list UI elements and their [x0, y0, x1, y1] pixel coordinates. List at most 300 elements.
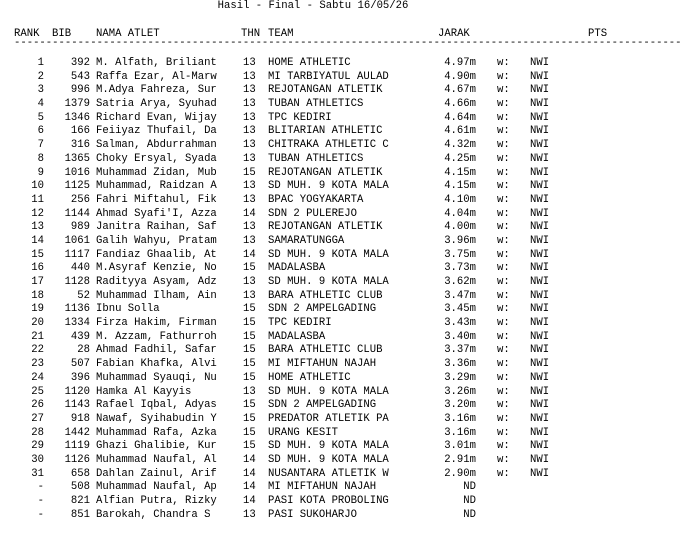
bib-cell: 1346 — [64, 111, 90, 124]
mark-cell: ND — [463, 508, 476, 521]
table-row — [0, 331, 626, 345]
year-cell: 13 — [243, 57, 256, 69]
athlete-name-cell: M.Adya Fahreza, Sur — [96, 84, 217, 97]
team-cell: BLITARIAN ATHLETIC — [268, 125, 383, 138]
wind-label-cell: w: — [497, 426, 510, 439]
wind-label-cell: w: — [497, 248, 510, 261]
table-row — [0, 399, 626, 413]
bib-cell: 1125 — [64, 180, 90, 193]
wind-label-cell: w: — [497, 371, 510, 384]
rank-cell: 1 — [37, 57, 44, 69]
wind-cell: NWI — [530, 303, 550, 316]
wind-label-cell: w: — [497, 467, 510, 480]
athlete-name-cell: Ahmad Syafi'I, Azza — [96, 207, 217, 220]
mark-cell: 3.01m — [444, 440, 476, 453]
rank-cell: 17 — [31, 276, 44, 288]
rank-cell: 5 — [37, 111, 44, 124]
team-cell: SDN 2 PULEREJO — [268, 207, 358, 220]
mark-cell: 3.20m — [444, 399, 476, 412]
year-cell: 15 — [243, 317, 256, 330]
table-row — [0, 194, 626, 208]
table-row — [0, 57, 626, 71]
team-cell: MI MIFTAHUN NAJAH — [268, 358, 377, 371]
table-row — [0, 509, 626, 523]
bib-cell: 1128 — [64, 276, 90, 288]
bib-cell: 821 — [70, 495, 90, 507]
wind-label-cell: w: — [497, 276, 510, 288]
wind-cell: NWI — [530, 57, 550, 69]
team-cell: PREDATOR ATLETIK PA — [268, 412, 389, 425]
wind-cell: NWI — [530, 248, 550, 261]
table-row — [0, 317, 626, 331]
year-cell: 13 — [243, 276, 256, 288]
wind-cell: NWI — [530, 125, 550, 138]
wind-cell: NWI — [530, 399, 550, 412]
team-cell: SD MUH. 9 KOTA MALA — [268, 453, 389, 466]
mark-cell: 3.26m — [444, 385, 476, 398]
athlete-name-cell: Janitra Raihan, Saf — [96, 221, 217, 234]
wind-cell: NWI — [530, 234, 550, 247]
wind-label-cell: w: — [497, 166, 510, 179]
table-row — [0, 303, 626, 317]
athlete-name-cell: Muhammad Rafa, Azka — [96, 426, 217, 439]
bib-cell: 166 — [70, 125, 90, 138]
wind-cell: NWI — [530, 180, 550, 193]
athlete-name-cell: Muhammad Zidan, Mub — [96, 166, 217, 179]
wind-label-cell: w: — [497, 385, 510, 398]
year-cell: 15 — [243, 166, 256, 179]
year-cell: 14 — [243, 453, 256, 466]
athlete-name-cell: Barokah, Chandra S — [96, 508, 211, 521]
mark-cell: 4.00m — [444, 221, 476, 234]
header-divider: --------------------------------------------------------------------------------------------------------- — [14, 37, 682, 49]
rank-cell: 11 — [31, 193, 44, 206]
header-points: PTS — [588, 28, 608, 40]
year-cell: 14 — [243, 207, 256, 220]
team-cell: SD MUH. 9 KOTA MALA — [268, 248, 389, 261]
wind-cell: NWI — [530, 385, 550, 398]
team-cell: CHITRAKA ATHLETIC C — [268, 139, 389, 152]
mark-cell: 2.91m — [444, 453, 476, 466]
year-cell: 15 — [243, 399, 256, 412]
wind-cell: NWI — [530, 440, 550, 453]
table-row — [0, 208, 626, 222]
year-cell: 15 — [243, 303, 256, 316]
rank-cell: 19 — [31, 303, 44, 316]
team-cell: TUBAN ATHLETICS — [268, 98, 364, 111]
mark-cell: 4.10m — [444, 193, 476, 206]
rank-cell: 29 — [31, 440, 44, 453]
table-row — [0, 427, 626, 441]
athlete-name-cell: Rafael Iqbal, Adyas — [96, 399, 217, 412]
wind-cell: NWI — [530, 193, 550, 206]
table-row — [0, 495, 626, 509]
athlete-name-cell: Salman, Abdurrahman — [96, 139, 217, 152]
year-cell: 13 — [243, 385, 256, 398]
wind-cell: NWI — [530, 344, 550, 357]
rank-cell: 25 — [31, 385, 44, 398]
mark-cell: 3.37m — [444, 344, 476, 357]
team-cell: URANG KESIT — [268, 426, 338, 439]
team-cell: PASI KOTA PROBOLING — [268, 495, 389, 507]
mark-cell: 4.97m — [444, 57, 476, 69]
wind-cell: NWI — [530, 70, 550, 83]
athlete-name-cell: Fahri Miftahul, Fik — [96, 193, 217, 206]
table-row — [0, 413, 626, 427]
year-cell: 15 — [243, 344, 256, 357]
rank-cell: 10 — [31, 180, 44, 193]
rank-cell: 15 — [31, 248, 44, 261]
bib-cell: 316 — [70, 139, 90, 152]
rank-cell: 7 — [37, 139, 44, 152]
bib-cell: 440 — [70, 262, 90, 275]
mark-cell: 4.66m — [444, 98, 476, 111]
table-row — [0, 221, 626, 235]
table-row — [0, 112, 626, 126]
mark-cell: ND — [463, 481, 476, 494]
bib-cell: 1120 — [64, 385, 90, 398]
team-cell: SD MUH. 9 KOTA MALA — [268, 440, 389, 453]
header-bib: BIB — [52, 28, 72, 40]
table-row — [0, 344, 626, 358]
wind-label-cell: w: — [497, 317, 510, 330]
athlete-name-cell: Radityya Asyam, Adz — [96, 276, 217, 288]
team-cell: HOME ATHLETIC — [268, 57, 351, 69]
mark-cell: 4.67m — [444, 84, 476, 97]
bib-cell: 658 — [70, 467, 90, 480]
wind-label-cell: w: — [497, 84, 510, 97]
team-cell: BARA ATHLETIC CLUB — [268, 289, 383, 302]
mark-cell: 3.43m — [444, 317, 476, 330]
year-cell: 15 — [243, 371, 256, 384]
rank-cell: 18 — [31, 289, 44, 302]
bib-cell: 1379 — [64, 98, 90, 111]
wind-cell: NWI — [530, 453, 550, 466]
table-row — [0, 454, 626, 468]
team-cell: SDN 2 AMPELGADING — [268, 399, 377, 412]
wind-cell: NWI — [530, 289, 550, 302]
year-cell: 14 — [243, 481, 256, 494]
athlete-name-cell: Ibnu Solla — [96, 303, 160, 316]
mark-cell: 4.15m — [444, 180, 476, 193]
team-cell: TUBAN ATHLETICS — [268, 152, 364, 165]
wind-cell: NWI — [530, 166, 550, 179]
athlete-name-cell: Fandiaz Ghaalib, At — [96, 248, 217, 261]
table-row — [0, 180, 626, 194]
wind-label-cell: w: — [497, 344, 510, 357]
rank-cell: 26 — [31, 399, 44, 412]
athlete-name-cell: Hamka Al Kayyis — [96, 385, 192, 398]
rank-cell: 9 — [37, 166, 44, 179]
mark-cell: 3.16m — [444, 426, 476, 439]
athlete-name-cell: Satria Arya, Syuhad — [96, 98, 217, 111]
rank-cell: 22 — [31, 344, 44, 357]
wind-cell: NWI — [530, 276, 550, 288]
table-row — [0, 276, 626, 290]
bib-cell: 918 — [70, 412, 90, 425]
team-cell: TPC KEDIRI — [268, 317, 332, 330]
team-cell: SD MUH. 9 KOTA MALA — [268, 276, 389, 288]
year-cell: 13 — [243, 125, 256, 138]
rank-cell: 2 — [37, 70, 44, 83]
wind-cell: NWI — [530, 84, 550, 97]
rank-cell: 3 — [37, 84, 44, 97]
team-cell: REJOTANGAN ATLETIK — [268, 84, 383, 97]
team-cell: MI MIFTAHUN NAJAH — [268, 481, 377, 494]
team-cell: SD MUH. 9 KOTA MALA — [268, 385, 389, 398]
rank-cell: 6 — [37, 125, 44, 138]
table-row — [0, 71, 626, 85]
table-row — [0, 262, 626, 276]
wind-label-cell: w: — [497, 453, 510, 466]
wind-label-cell: w: — [497, 289, 510, 302]
year-cell: 13 — [243, 139, 256, 152]
table-row — [0, 235, 626, 249]
wind-cell: NWI — [530, 262, 550, 275]
mark-cell: 4.32m — [444, 139, 476, 152]
year-cell: 15 — [243, 358, 256, 371]
header-year: THN — [241, 28, 261, 40]
wind-cell: NWI — [530, 330, 550, 343]
bib-cell: 1061 — [64, 234, 90, 247]
header-name: NAMA ATLET — [96, 28, 160, 40]
wind-label-cell: w: — [497, 412, 510, 425]
rank-cell: 27 — [31, 412, 44, 425]
rank-cell: 16 — [31, 262, 44, 275]
athlete-name-cell: Dahlan Zainul, Arif — [96, 467, 217, 480]
wind-cell: NWI — [530, 152, 550, 165]
athlete-name-cell: Ghazi Ghalibie, Kur — [96, 440, 217, 453]
mark-cell: 3.47m — [444, 289, 476, 302]
rank-cell: 31 — [31, 467, 44, 480]
mark-cell: 4.64m — [444, 111, 476, 124]
team-cell: SDN 2 AMPELGADING — [268, 303, 377, 316]
bib-cell: 507 — [70, 358, 90, 371]
rank-cell: 4 — [37, 98, 44, 111]
table-row — [0, 358, 626, 372]
mark-cell: 3.16m — [444, 412, 476, 425]
wind-label-cell: w: — [497, 262, 510, 275]
wind-cell: NWI — [530, 98, 550, 111]
rank-cell: 13 — [31, 221, 44, 234]
bib-cell: 1126 — [64, 453, 90, 466]
athlete-name-cell: Muhammad Naufal, Al — [96, 453, 217, 466]
athlete-name-cell: Muhammad Naufal, Ap — [96, 481, 217, 494]
team-cell: MI TARBIYATUL AULAD — [268, 70, 389, 83]
bib-cell: 52 — [77, 289, 90, 302]
bib-cell: 989 — [70, 221, 90, 234]
wind-label-cell: w: — [497, 221, 510, 234]
mark-cell: 4.15m — [444, 166, 476, 179]
bib-cell: 1442 — [64, 426, 90, 439]
year-cell: 13 — [243, 508, 256, 521]
bib-cell: 1144 — [64, 207, 90, 220]
table-row — [0, 249, 626, 263]
team-cell: PASI SUKOHARJO — [268, 508, 358, 521]
wind-label-cell: w: — [497, 303, 510, 316]
wind-label-cell: w: — [497, 193, 510, 206]
athlete-name-cell: Galih Wahyu, Pratam — [96, 234, 217, 247]
mark-cell: 3.45m — [444, 303, 476, 316]
bib-cell: 996 — [70, 84, 90, 97]
bib-cell: 1136 — [64, 303, 90, 316]
team-cell: REJOTANGAN ATLETIK — [268, 166, 383, 179]
rank-cell: 12 — [31, 207, 44, 220]
wind-label-cell: w: — [497, 330, 510, 343]
wind-label-cell: w: — [497, 399, 510, 412]
team-cell: BARA ATHLETIC CLUB — [268, 344, 383, 357]
year-cell: 13 — [243, 111, 256, 124]
table-row — [0, 372, 626, 386]
wind-label-cell: w: — [497, 139, 510, 152]
table-row — [0, 386, 626, 400]
year-cell: 15 — [243, 330, 256, 343]
wind-cell: NWI — [530, 467, 550, 480]
year-cell: 13 — [243, 152, 256, 165]
year-cell: 14 — [243, 467, 256, 480]
bib-cell: 1119 — [64, 440, 90, 453]
year-cell: 15 — [243, 262, 256, 275]
wind-label-cell: w: — [497, 180, 510, 193]
athlete-name-cell: M.Asyraf Kenzie, No — [96, 262, 217, 275]
athlete-name-cell: Feiiyaz Thufail, Da — [96, 125, 217, 138]
bib-cell: 439 — [70, 330, 90, 343]
wind-label-cell: w: — [497, 440, 510, 453]
results-table — [0, 57, 626, 522]
rank-cell: 23 — [31, 358, 44, 371]
year-cell: 13 — [243, 193, 256, 206]
year-cell: 15 — [243, 412, 256, 425]
wind-cell: NWI — [530, 111, 550, 124]
wind-cell: NWI — [530, 221, 550, 234]
mark-cell: 3.96m — [444, 234, 476, 247]
table-row — [0, 290, 626, 304]
table-row — [0, 84, 626, 98]
mark-cell: 4.04m — [444, 207, 476, 220]
bib-cell: 1334 — [64, 317, 90, 330]
mark-cell: 3.36m — [444, 358, 476, 371]
year-cell: 15 — [243, 426, 256, 439]
wind-cell: NWI — [530, 412, 550, 425]
athlete-name-cell: Nawaf, Syihabudin Y — [96, 412, 217, 425]
bib-cell: 1117 — [64, 248, 90, 261]
wind-label-cell: w: — [497, 152, 510, 165]
bib-cell: 256 — [70, 193, 90, 206]
wind-label-cell: w: — [497, 234, 510, 247]
wind-label-cell: w: — [497, 125, 510, 138]
wind-cell: NWI — [530, 358, 550, 371]
table-row — [0, 125, 626, 139]
year-cell: 14 — [243, 495, 256, 507]
year-cell: 13 — [243, 180, 256, 193]
athlete-name-cell: Choky Ersyal, Syada — [96, 152, 217, 165]
table-row — [0, 139, 626, 153]
wind-label-cell: w: — [497, 207, 510, 220]
mark-cell: 4.61m — [444, 125, 476, 138]
team-cell: SD MUH. 9 KOTA MALA — [268, 180, 389, 193]
header-rank: RANK — [14, 28, 40, 40]
wind-label-cell: w: — [497, 98, 510, 111]
mark-cell: 3.40m — [444, 330, 476, 343]
table-row — [0, 440, 626, 454]
mark-cell: ND — [463, 495, 476, 507]
wind-label-cell: w: — [497, 57, 510, 69]
mark-cell: 3.29m — [444, 371, 476, 384]
team-cell: MADALASBA — [268, 262, 326, 275]
year-cell: 13 — [243, 221, 256, 234]
header-team: TEAM — [268, 28, 294, 40]
year-cell: 13 — [243, 84, 256, 97]
mark-cell: 4.25m — [444, 152, 476, 165]
rank-cell: 24 — [31, 371, 44, 384]
athlete-name-cell: Richard Evan, Wijay — [96, 111, 217, 124]
rank-cell: 8 — [37, 152, 44, 165]
wind-label-cell: w: — [497, 70, 510, 83]
rank-cell: 30 — [31, 453, 44, 466]
rank-cell: 20 — [31, 317, 44, 330]
rank-cell: 21 — [31, 330, 44, 343]
bib-cell: 543 — [70, 70, 90, 83]
wind-cell: NWI — [530, 371, 550, 384]
athlete-name-cell: Muhammad, Raidzan A — [96, 180, 217, 193]
bib-cell: 1016 — [64, 166, 90, 179]
bib-cell: 28 — [77, 344, 90, 357]
rank-cell: 28 — [31, 426, 44, 439]
team-cell: TPC KEDIRI — [268, 111, 332, 124]
athlete-name-cell: Ahmad Fadhil, Safar — [96, 344, 217, 357]
wind-label-cell: w: — [497, 358, 510, 371]
wind-cell: NWI — [530, 317, 550, 330]
wind-cell: NWI — [530, 426, 550, 439]
year-cell: 13 — [243, 234, 256, 247]
table-row — [0, 153, 626, 167]
mark-cell: 3.62m — [444, 276, 476, 288]
athlete-name-cell: Muhammad Syauqi, Nu — [96, 371, 217, 384]
page-title: Hasil - Final - Sabtu 16/05/26 — [217, 0, 409, 12]
bib-cell: 1143 — [64, 399, 90, 412]
athlete-name-cell: Firza Hakim, Firman — [96, 317, 217, 330]
table-row — [0, 167, 626, 181]
header-mark: JARAK — [438, 28, 470, 40]
rank-cell: - — [37, 508, 44, 521]
team-cell: HOME ATHLETIC — [268, 371, 351, 384]
athlete-name-cell: M. Azzam, Fathurroh — [96, 330, 217, 343]
athlete-name-cell: Raffa Ezar, Al-Marw — [96, 70, 217, 83]
mark-cell: 3.75m — [444, 248, 476, 261]
bib-cell: 392 — [70, 57, 90, 69]
year-cell: 15 — [243, 440, 256, 453]
year-cell: 13 — [243, 70, 256, 83]
team-cell: SAMARATUNGGA — [268, 234, 345, 247]
mark-cell: 4.90m — [444, 70, 476, 83]
bib-cell: 1365 — [64, 152, 90, 165]
athlete-name-cell: M. Alfath, Briliant — [96, 57, 217, 69]
rank-cell: 14 — [31, 234, 44, 247]
mark-cell: 3.73m — [444, 262, 476, 275]
team-cell: MADALASBA — [268, 330, 326, 343]
wind-label-cell: w: — [497, 111, 510, 124]
wind-cell: NWI — [530, 207, 550, 220]
table-row — [0, 468, 626, 482]
table-row — [0, 98, 626, 112]
table-row — [0, 481, 626, 495]
athlete-name-cell: Fabian Khafka, Alvi — [96, 358, 217, 371]
wind-cell: NWI — [530, 139, 550, 152]
team-cell: NUSANTARA ATLETIK W — [268, 467, 389, 480]
bib-cell: 396 — [70, 371, 90, 384]
athlete-name-cell: Muhammad Ilham, Ain — [96, 289, 217, 302]
rank-cell: - — [37, 481, 44, 494]
